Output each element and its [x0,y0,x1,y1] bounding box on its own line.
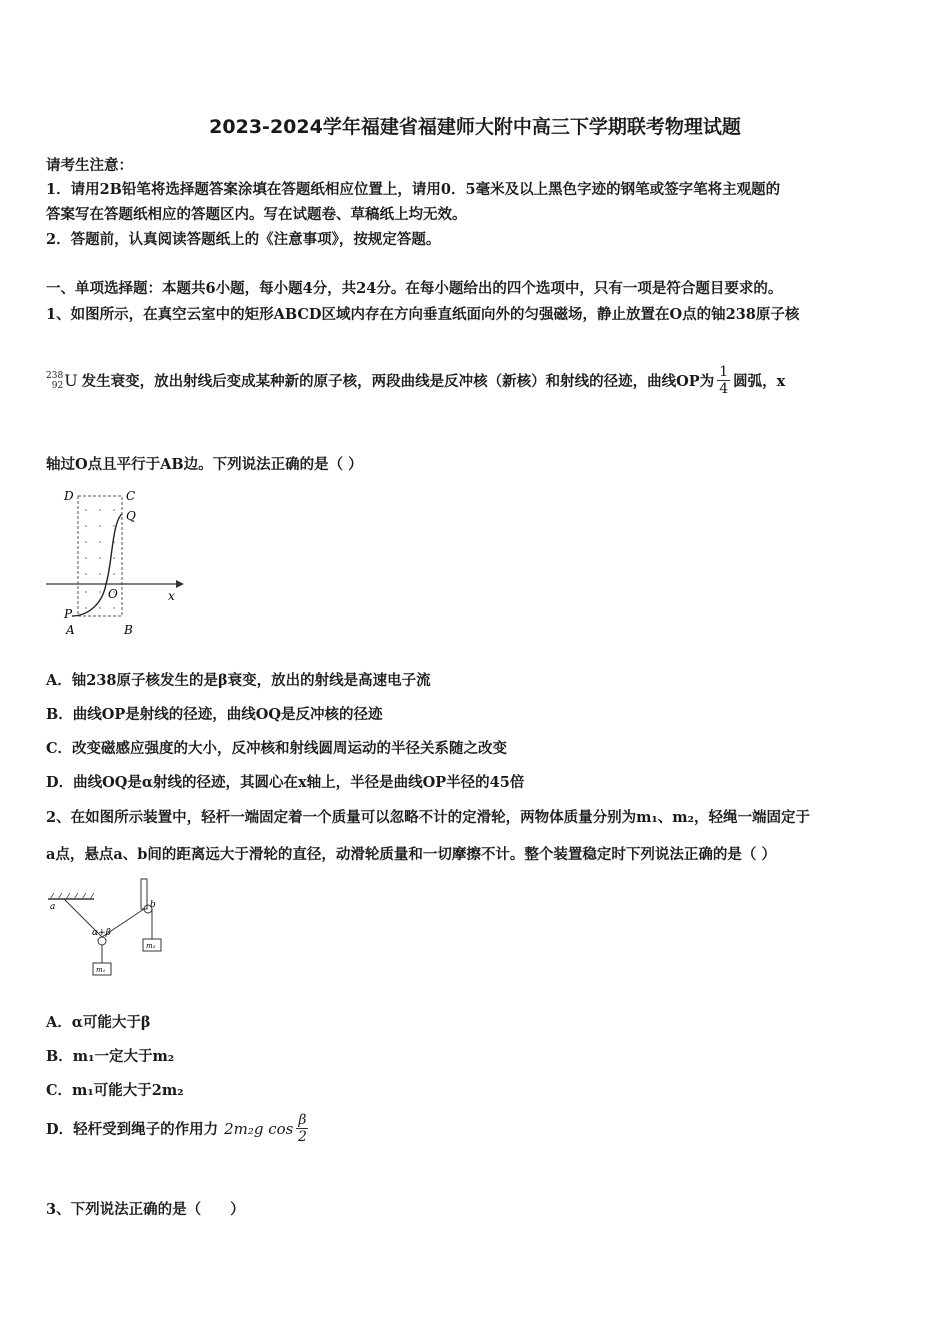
moving-pulley [98,937,106,945]
light-rod [141,879,147,909]
q1-line-2 [46,364,785,397]
q1-option-c: C．改变磁感应强度的大小，反冲核和射线圆周运动的半径关系随之改变 [46,740,508,757]
fraction-numerator: 1 [719,364,729,380]
q1-line-2-text: 发生衰变，放出射线后变成某种新的原子核，两段曲线是反冲核（新核）和射线的径迹，曲线OP为 [81,373,715,390]
formula-denominator: 2 [297,1129,307,1145]
q1-line-2-end: 圆弧，x [733,373,786,390]
notice-heading: 请考生注意： [46,157,133,174]
fraction-denominator: 4 [719,381,729,397]
q1-option-d: D．曲线OQ是α射线的径迹，其圆心在x轴上，半径是曲线OP半径的45倍 [46,774,525,791]
q2-line-2: a点，悬点a、b间的距离远大于滑轮的直径，动滑轮质量和一切摩擦不计。整个装置稳定时下列说法正确的是（ ） [46,846,776,863]
formula-fraction [296,1112,308,1145]
label-m2: m₂ [146,942,156,950]
q1-option-a: A．铀238原子核发生的是β衰变，放出的射线是高速电子流 [46,672,431,689]
force-formula: 2m₂g cos [224,1119,294,1138]
label-b: B [124,623,133,637]
q2-option-d-row [46,1112,308,1145]
label-b-point: b [150,900,156,910]
q2-figure [44,877,174,979]
label-p: P [64,607,73,621]
quarter-fraction [717,364,730,397]
label-c: C [126,489,136,503]
section-heading: 一、单项选择题：本题共6小题，每小题4分，共24分。在每小题给出的四个选项中，只有一项是符合题目要求的。 [46,280,783,297]
q2-line-1: 2、在如图所示装置中，轻杆一端固定着一个质量可以忽略不计的定滑轮，两物体质量分别为m₁、m₂，轻绳一端固定于 [46,809,810,826]
uranium-isotope [46,371,78,391]
label-m1: m₁ [96,966,106,974]
q2-option-b: B．m₁一定大于m₂ [46,1048,175,1065]
q2-option-c: C．m₁可能大于2m₂ [46,1082,184,1099]
notice-line-2: 2．答题前，认真阅读答题纸上的《注意事项》，按规定答题。 [46,231,441,248]
label-q: Q [126,509,136,523]
q2-option-d: D．轻杆受到绳子的作用力 [46,1121,219,1138]
q1-line-1: 1、如图所示，在真空云室中的矩形ABCD区域内存在方向垂直纸面向外的匀强磁场，静止放置在O点的铀238原子核 [46,306,800,323]
q2-option-a: A．α可能大于β [46,1014,151,1031]
q1-option-b: B．曲线OP是射线的径迹，曲线OQ是反冲核的径迹 [46,706,383,723]
q3-line-1: 3、下列说法正确的是（ ） [46,1201,245,1218]
formula-numerator: β [298,1112,307,1128]
label-x: x [168,589,175,603]
isotope-mass-number: 238 [46,370,64,381]
label-a-point: a [50,902,56,912]
label-angles: α+β [92,928,111,938]
isotope-atomic-number: 92 [51,380,64,391]
notice-line-1b: 答案写在答题纸相应的答题区内。写在试题卷、草稿纸上均无效。 [46,206,467,223]
label-o: O [108,587,118,601]
notice-line-1a: 1．请用2B铅笔将选择题答案涂填在答题纸相应位置上，请用0．5毫米及以上黑色字迹的钢笔或签字笔将主观题的 [46,181,781,198]
label-d: D [64,489,74,503]
q1-figure [42,486,192,642]
isotope-symbol: U [64,371,78,390]
x-axis-arrow [176,580,184,588]
label-a: A [66,623,75,637]
curve-op [72,584,106,616]
page-title: 2023-2024学年福建省福建师大附中高三下学期联考物理试题 [209,116,741,138]
q1-line-3: 轴过O点且平行于AB边。下列说法正确的是（ ） [46,456,363,473]
